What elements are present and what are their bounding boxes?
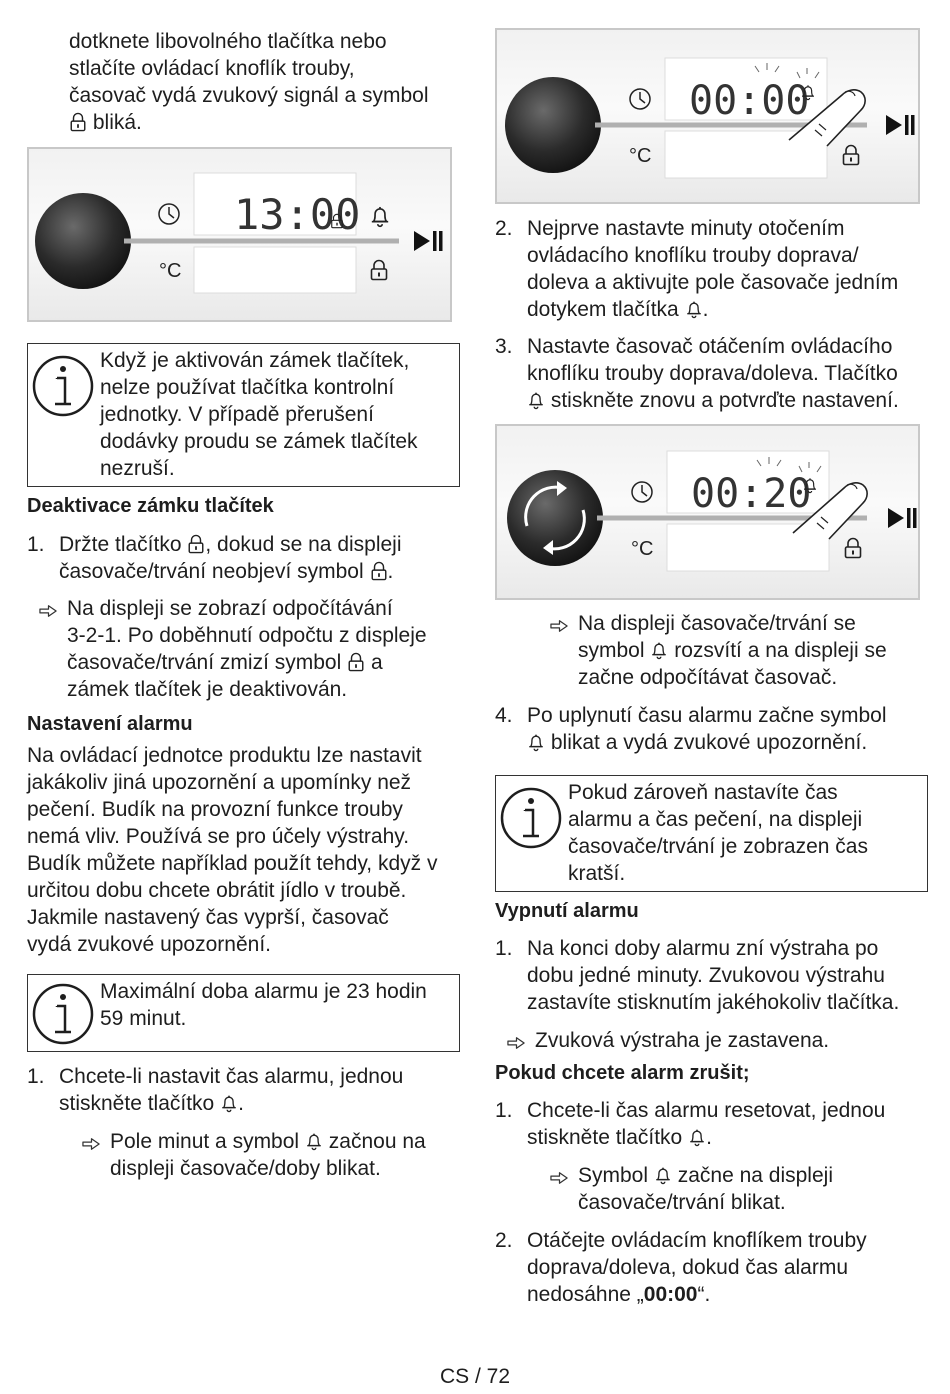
bell-icon	[527, 732, 545, 752]
list-item: 1. Držte tlačítko , dokud se na displeji časovače/trvání neobjeví symbol .	[27, 533, 402, 583]
timer-display: 00:20	[691, 471, 812, 517]
clock-icon	[159, 204, 179, 224]
lock-icon	[69, 112, 87, 132]
play-pause-icon	[414, 231, 443, 251]
bell-icon	[220, 1093, 238, 1113]
bell-icon	[305, 1131, 323, 1151]
clock-icon	[630, 89, 650, 109]
panel-drawing	[497, 426, 920, 600]
section-heading-cancel-alarm: Pokud chcete alarm zrušit;	[495, 1062, 750, 1084]
result-arrow-icon	[507, 1036, 526, 1050]
result-item: Symbol začne na displeji časovače/trvání blikat.	[495, 1162, 940, 1216]
timer-display: 13:00	[234, 190, 361, 239]
bell-icon	[372, 207, 388, 227]
lock-icon	[846, 539, 861, 558]
clock-icon	[632, 482, 652, 502]
lock-icon	[372, 261, 387, 280]
play-pause-icon	[886, 115, 915, 135]
lock-icon	[370, 561, 388, 581]
bell-icon	[527, 390, 545, 410]
list-item: 4. Po uplynutí času alarmu začne symbol blikat a vydá zvukové upozornění.	[495, 704, 887, 754]
list-item: 2. Otáčejte ovládacím knoflíkem trouby doprava/doleva, dokud čas alarmu nedosáhne „00:00“.	[495, 1229, 867, 1306]
panel-drawing	[497, 30, 920, 204]
control-panel-figure-set-minutes	[495, 28, 920, 204]
lock-icon	[844, 146, 859, 165]
celsius-label: °C	[159, 260, 182, 282]
result-arrow-icon	[39, 604, 58, 618]
result-arrow-icon	[82, 1137, 101, 1151]
bell-icon	[650, 640, 668, 660]
bell-icon	[688, 1127, 706, 1147]
list-item: 2. Nejprve nastavte minuty otočením ovládacího knoflíku trouby doprava/ doleva a aktivujte pole časovače jedním dotykem tlačítka .	[495, 217, 899, 321]
result-item: Pole minut a symbol začnou na displeji časovače/doby blikat.	[27, 1128, 462, 1182]
info-note-lock: Když je aktivován zámek tlačítek, nelze používat tlačítka kontrolní jednotky. V případě přerušení dodávky proudu se zámek tlačítek nezruší.	[27, 343, 460, 487]
info-note-max-time: Maximální doba alarmu je 23 hodin 59 minut.	[27, 974, 460, 1052]
page-footer: CS / 72	[439, 1365, 511, 1388]
result-item: Na displeji se zobrazí odpočítávání 3-2-1. Po doběhnutí odpočtu z displeje časovače/trvání zmizí symbol a zámek tlačítek je deaktivován.	[27, 595, 462, 703]
celsius-label: °C	[631, 538, 654, 560]
list-item: 3. Nastavte časovač otáčením ovládacího knoflíku trouby doprava/doleva. Tlačítko stiskněte znovu a potvrďte nastavení.	[495, 335, 899, 412]
result-arrow-icon	[550, 1171, 569, 1185]
info-icon	[31, 354, 95, 418]
play-pause-icon	[888, 508, 917, 528]
section-heading-alarm-off: Vypnutí alarmu	[495, 900, 639, 922]
panel-drawing	[29, 149, 452, 322]
timer-display: 00:00	[689, 78, 810, 124]
intro-text: dotknete libovolného tlačítka nebo stlačíte ovládací knoflík trouby, časovač vydá zvukový signál a symbol bliká.	[69, 30, 429, 134]
celsius-label: °C	[629, 145, 652, 167]
section-heading-alarm: Nastavení alarmu	[27, 713, 193, 735]
control-panel-figure-lock	[27, 147, 452, 322]
alarm-paragraph: Na ovládací jednotce produktu lze nastavit jakákoliv jiná upozornění a upomínky než pečení. Budík na provozní funkce trouby nemá vliv. Používá se pro účely výstrahy. Budík můžete například použít tehdy, když v určitou dobu chcete obrátit jídlo v troubě. Jakmile nastavený čas vyprší, časovač vydá zvukové upozornění.	[27, 744, 438, 956]
bell-icon	[685, 299, 703, 319]
control-knob	[35, 193, 131, 289]
control-panel-figure-set-timer	[495, 424, 920, 600]
control-knob	[505, 77, 601, 173]
control-knob	[507, 470, 603, 566]
result-item: Zvuková výstraha je zastavena.	[495, 1027, 940, 1054]
info-note-shorter-time: Pokud zároveň nastavíte čas alarmu a čas pečení, na displeji časovače/trvání je zobrazen čas kratší.	[495, 775, 928, 892]
lock-icon	[187, 534, 205, 554]
lock-icon	[347, 652, 365, 672]
list-item: 1. Chcete-li nastavit čas alarmu, jednou stiskněte tlačítko .	[27, 1065, 404, 1115]
list-item: 1. Chcete-li čas alarmu resetovat, jednou stiskněte tlačítko .	[495, 1099, 886, 1149]
section-heading-deactivate: Deaktivace zámku tlačítek	[27, 495, 274, 517]
result-item: Na displeji časovače/trvání se symbol rozsvítí a na displeji se začne odpočítávat časovač.	[495, 610, 935, 691]
info-icon	[31, 982, 95, 1046]
list-item: 1. Na konci doby alarmu zní výstraha po dobu jedné minuty. Zvukovou výstrahu zastavíte stisknutím jakéhokoliv tlačítka.	[495, 937, 900, 1014]
result-arrow-icon	[550, 619, 569, 633]
info-icon	[499, 786, 563, 850]
bell-icon	[654, 1165, 672, 1185]
